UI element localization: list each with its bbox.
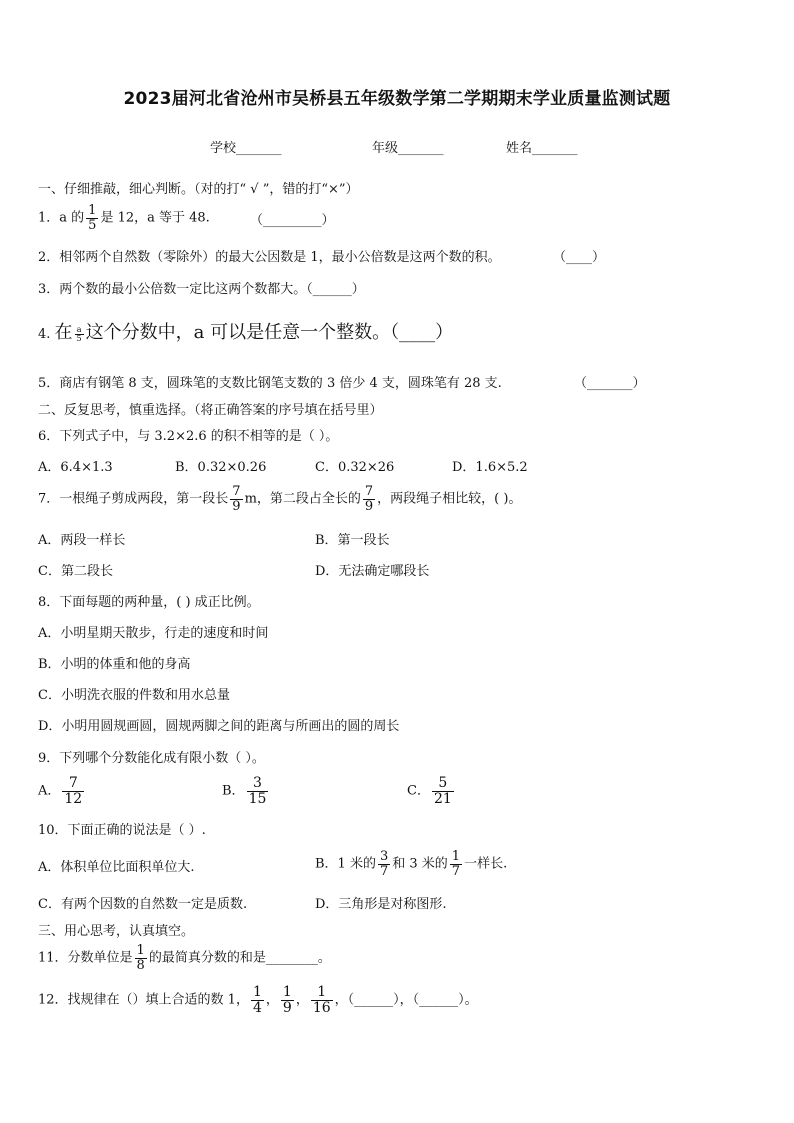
q8-option-c: C．小明洗衣服的件数和用水总量 [38,688,230,703]
q8-option-b: B．小明的体重和他的身高 [38,657,191,672]
question-5: 5．商店有钢笔 8 支，圆珠笔的支数比钢笔支数的 3 倍少 4 支，圆珠笔有 28 支. [38,376,502,391]
question-12 [38,985,478,1015]
q9-option-c [407,776,456,806]
q9-option-a-fraction [62,776,84,806]
q6-option-d: D．1.6×5.2 [452,460,528,475]
question-9: 9．下列哪个分数能化成有限小数（ ）。 [38,751,265,766]
q12-text-a: 12．找规律在（）填上合适的数 1， [38,992,249,1008]
question-4 [38,322,453,344]
q10-option-a: A．体积单位比面积单位大. [38,860,195,875]
q8-option-d: D．小明用圆规画圆，圆规两脚之间的距离与所画出的圆的周长 [38,719,400,734]
q11-text-b: 的最简真分数的和是________。 [148,950,331,966]
question-3: 3．两个数的最小公倍数一定比这两个数都大。（______） [38,282,365,297]
q7-fraction-2 [363,485,375,513]
q7-frac2-num: 7 [364,484,374,499]
question-2: 2．相邻两个自然数（零除外）的最大公因数是 1，最小公倍数是这两个数的积。 [38,250,501,265]
q4-frac-num: a [76,324,82,334]
q10-b-f1-num: 3 [379,849,389,864]
q9-option-a [38,776,86,806]
q8-option-a: A．小明星期天散步，行走的速度和时间 [38,626,269,641]
q1-frac-num: 1 [88,203,97,218]
question-6: 6．下列式子中，与 3.2×2.6 的积不相等的是（ ）。 [38,429,339,444]
q7-fraction-1 [230,485,242,513]
q12-f3-num: 1 [317,984,327,1000]
q11-frac-den: 8 [136,957,145,973]
q12-fraction-3 [311,985,333,1015]
q10-b-text-c: 一样长. [464,856,508,872]
q6-option-a: A．6.4×1.3 [38,460,113,475]
name-field: 姓名_______ [506,141,578,156]
q10-b-fraction-1 [378,850,390,878]
q10-option-b [315,850,507,878]
q7-option-b: B．第一段长 [315,533,390,548]
q4-fraction [75,326,84,344]
q7-frac1-den: 9 [232,498,241,514]
school-field: 学校_______ [210,141,282,156]
q7-text-b: m，第二段占全长的 [244,491,361,507]
q6-option-b: B．0.32×0.26 [175,460,267,475]
q10-option-d: D．三角形是对称图形. [315,897,447,912]
grade-field: 年级_______ [372,141,444,156]
question-7 [38,485,521,513]
q6-option-c: C．0.32×26 [315,460,395,475]
q9-c-num: 5 [438,775,448,791]
q10-b-text-b: 和 3 米的 [392,856,448,872]
q9-b-num: 3 [253,775,262,791]
page-title: 2023届河北省沧州市吴桥县五年级数学第二学期期末学业质量监测试题 [123,89,671,109]
q1-fraction [86,204,98,232]
q12-f3-den: 16 [312,999,331,1016]
section-3-heading: 三、用心思考，认真填空。 [38,924,195,939]
q12-f1-num: 1 [252,984,262,1000]
q10-option-c: C．有两个因数的自然数一定是质数. [38,897,248,912]
q12-separator-1: ， [265,992,279,1008]
q7-frac1-num: 7 [232,484,241,499]
question-10: 10．下面正确的说法是（ ）. [38,823,206,838]
q1-text-b: 是 12，a 等于 48. [100,210,210,226]
q12-text-b: （______），（______）。 [347,992,478,1008]
q4-number: 4. [38,327,51,342]
question-11 [38,944,331,972]
q9-a-den: 12 [64,790,83,807]
q12-f1-den: 4 [252,999,262,1016]
q7-option-a: A．两段一样长 [38,533,126,548]
q10-b-f2-den: 7 [451,863,461,879]
q7-option-d: D．无法确定哪段长 [315,564,430,579]
q10-b-f1-den: 7 [379,863,389,879]
q10-b-text-a: B．1 米的 [315,856,376,872]
q9-option-c-label: C． [407,783,430,799]
q9-option-b-fraction [247,776,269,806]
q1-text-a: 1．a 的 [38,210,85,226]
q9-option-b-label: B． [222,783,245,799]
q9-option-c-fraction [432,776,454,806]
q12-fraction-2 [281,985,294,1015]
q10-b-fraction-2 [450,850,462,878]
q2-answer-blank: （____） [553,250,606,265]
question-8: 8．下面每题的两种量，( ) 成正比例。 [38,595,260,610]
q11-frac-num: 1 [136,943,145,958]
q12-f2-den: 9 [282,999,292,1016]
q4-text-b: 这个分数中，a 可以是任意一个整数。（____） [85,322,454,343]
q7-option-c: C．第二段长 [38,564,113,579]
q12-fraction-1 [251,985,264,1015]
q11-fraction [135,944,147,972]
q9-c-den: 21 [433,790,452,807]
question-1 [38,204,210,232]
section-2-heading: 二、反复思考，慎重选择。（将正确答案的序号填在括号里） [38,403,383,418]
q4-text-a: 在 [54,322,73,343]
q9-option-b [222,776,270,806]
q9-a-num: 7 [68,775,78,791]
q9-option-a-label: A． [38,783,61,799]
q7-text-a: 7．一根绳子剪成两段，第一段长 [38,491,229,507]
q4-frac-den: 5 [76,334,82,343]
q10-b-f2-num: 1 [451,849,461,864]
q1-answer-blank: （_________） [250,213,335,228]
section-1-heading: 一、仔细推敲，细心判断。（对的打“ √ ”，错的打“×”） [38,182,359,197]
q11-text-a: 11．分数单位是 [38,950,133,966]
q12-f2-num: 1 [282,984,292,1000]
q5-answer-blank: （_______） [574,376,646,391]
q12-separator-3: ， [334,992,348,1008]
q1-frac-den: 5 [88,217,97,233]
q7-frac2-den: 9 [364,498,374,514]
q7-text-c: ，两段绳子相比较，( )。 [377,491,522,507]
q9-b-den: 15 [248,790,267,807]
q12-separator-2: ， [295,992,309,1008]
